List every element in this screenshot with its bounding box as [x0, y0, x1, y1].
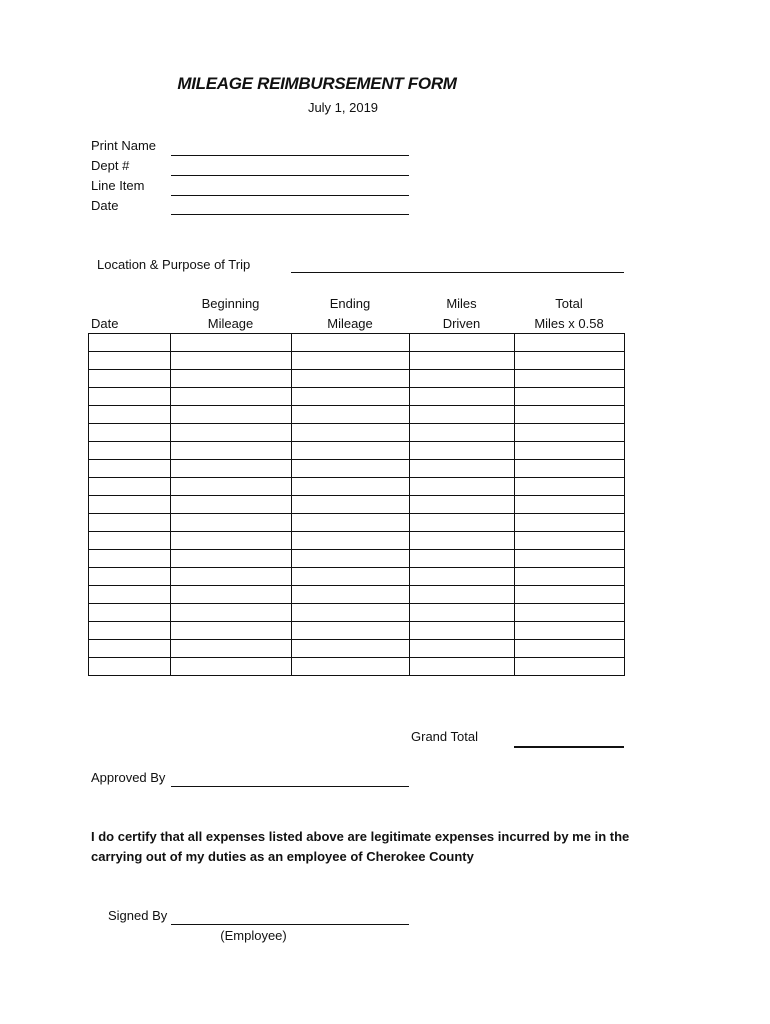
table-cell[interactable] — [515, 424, 625, 442]
form-title: MILEAGE REIMBURSEMENT FORM — [177, 74, 457, 93]
table-cell[interactable] — [515, 370, 625, 388]
table-cell[interactable] — [171, 406, 292, 424]
table-row — [89, 550, 625, 568]
table-row — [89, 388, 625, 406]
table-cell[interactable] — [515, 514, 625, 532]
table-cell[interactable] — [89, 478, 171, 496]
form-date: July 1, 2019 — [307, 100, 379, 115]
table-row — [89, 658, 625, 676]
approved-by-label: Approved By — [91, 770, 166, 785]
table-row — [89, 406, 625, 424]
table-cell[interactable] — [171, 658, 292, 676]
table-cell[interactable] — [292, 640, 410, 658]
table-cell[interactable] — [89, 622, 171, 640]
dept-label: Dept # — [91, 158, 130, 173]
col-header-miles-driven: Miles Driven — [442, 296, 481, 331]
table-cell[interactable] — [410, 622, 515, 640]
table-cell[interactable] — [410, 586, 515, 604]
print-name-label: Print Name — [91, 138, 157, 153]
table-cell[interactable] — [89, 352, 171, 370]
table-row — [89, 622, 625, 640]
table-cell[interactable] — [410, 460, 515, 478]
table-cell[interactable] — [89, 406, 171, 424]
print-name-field[interactable] — [171, 155, 409, 156]
table-cell[interactable] — [171, 424, 292, 442]
table-cell[interactable] — [515, 352, 625, 370]
grand-total-field[interactable] — [514, 746, 624, 748]
table-cell[interactable] — [89, 532, 171, 550]
table-cell[interactable] — [410, 514, 515, 532]
table-cell[interactable] — [410, 352, 515, 370]
table-cell[interactable] — [89, 514, 171, 532]
table-cell[interactable] — [515, 604, 625, 622]
table-cell[interactable] — [292, 532, 410, 550]
table-cell[interactable] — [292, 442, 410, 460]
table-cell[interactable] — [292, 406, 410, 424]
table-cell[interactable] — [410, 550, 515, 568]
table-cell[interactable] — [410, 424, 515, 442]
table-row — [89, 442, 625, 460]
table-cell[interactable] — [515, 442, 625, 460]
table-cell[interactable] — [410, 478, 515, 496]
table-cell[interactable] — [171, 388, 292, 406]
table-cell[interactable] — [89, 460, 171, 478]
table-cell[interactable] — [515, 658, 625, 676]
table-cell[interactable] — [515, 640, 625, 658]
table-cell[interactable] — [292, 334, 410, 352]
col-header-total: Total Miles x 0.58 — [534, 296, 604, 331]
table-cell[interactable] — [515, 478, 625, 496]
table-cell[interactable] — [171, 370, 292, 388]
table-row — [89, 352, 625, 370]
table-row — [89, 604, 625, 622]
table-cell[interactable] — [515, 406, 625, 424]
table-cell[interactable] — [515, 532, 625, 550]
table-row — [89, 586, 625, 604]
table-cell[interactable] — [89, 442, 171, 460]
table-cell[interactable] — [515, 334, 625, 352]
table-cell[interactable] — [410, 532, 515, 550]
table-cell[interactable] — [292, 352, 410, 370]
table-cell[interactable] — [171, 442, 292, 460]
signed-by-label: Signed By — [108, 908, 168, 923]
table-cell[interactable] — [410, 406, 515, 424]
table-cell[interactable] — [89, 496, 171, 514]
table-cell[interactable] — [89, 604, 171, 622]
line-item-field[interactable] — [171, 195, 409, 196]
table-row — [89, 478, 625, 496]
table-cell[interactable] — [89, 388, 171, 406]
location-purpose-field[interactable] — [291, 272, 624, 273]
signature-field[interactable] — [171, 924, 409, 925]
date-label: Date — [91, 198, 119, 213]
table-cell[interactable] — [171, 334, 292, 352]
table-cell[interactable] — [171, 550, 292, 568]
dept-field[interactable] — [171, 175, 409, 176]
col-header-date: Date — [91, 316, 119, 331]
table-row — [89, 334, 625, 352]
date-field[interactable] — [171, 214, 409, 215]
approved-by-field[interactable] — [171, 786, 409, 787]
table-cell[interactable] — [89, 550, 171, 568]
table-cell[interactable] — [292, 622, 410, 640]
col-header-ending-mileage: Ending Mileage — [327, 296, 373, 331]
table-cell[interactable] — [89, 568, 171, 586]
table-cell[interactable] — [515, 586, 625, 604]
table-cell[interactable] — [89, 334, 171, 352]
table-cell[interactable] — [89, 640, 171, 658]
table-cell[interactable] — [410, 334, 515, 352]
table-cell[interactable] — [292, 586, 410, 604]
table-cell[interactable] — [292, 604, 410, 622]
table-cell[interactable] — [171, 496, 292, 514]
table-cell[interactable] — [515, 550, 625, 568]
employee-caption: (Employee) — [220, 928, 287, 943]
table-row — [89, 568, 625, 586]
table-cell[interactable] — [410, 640, 515, 658]
table-cell[interactable] — [515, 388, 625, 406]
table-cell[interactable] — [292, 568, 410, 586]
table-cell[interactable] — [410, 604, 515, 622]
table-row — [89, 496, 625, 514]
table-row — [89, 640, 625, 658]
table-cell[interactable] — [515, 622, 625, 640]
table-row — [89, 424, 625, 442]
table-cell[interactable] — [410, 442, 515, 460]
table-cell[interactable] — [171, 352, 292, 370]
table-cell[interactable] — [171, 532, 292, 550]
table-cell[interactable] — [89, 370, 171, 388]
table-cell[interactable] — [410, 370, 515, 388]
table-cell[interactable] — [515, 496, 625, 514]
table-cell[interactable] — [171, 640, 292, 658]
grand-total-label: Grand Total — [411, 729, 478, 744]
table-cell[interactable] — [410, 568, 515, 586]
table-cell[interactable] — [171, 568, 292, 586]
line-item-label: Line Item — [91, 178, 145, 193]
table-cell[interactable] — [292, 424, 410, 442]
table-row — [89, 460, 625, 478]
table-cell[interactable] — [410, 388, 515, 406]
table-cell[interactable] — [292, 460, 410, 478]
table-cell[interactable] — [410, 496, 515, 514]
table-cell[interactable] — [171, 604, 292, 622]
table-cell[interactable] — [292, 550, 410, 568]
col-header-beginning-mileage: Beginning Mileage — [201, 296, 260, 331]
table-cell[interactable] — [171, 514, 292, 532]
table-cell[interactable] — [292, 478, 410, 496]
table-cell[interactable] — [292, 658, 410, 676]
table-cell[interactable] — [171, 478, 292, 496]
table-cell[interactable] — [292, 514, 410, 532]
table-cell[interactable] — [89, 658, 171, 676]
table-cell[interactable] — [515, 568, 625, 586]
table-cell[interactable] — [89, 586, 171, 604]
mileage-table — [88, 333, 625, 676]
table-cell[interactable] — [515, 460, 625, 478]
table-cell[interactable] — [292, 370, 410, 388]
table-row — [89, 370, 625, 388]
table-row — [89, 514, 625, 532]
table-cell[interactable] — [292, 496, 410, 514]
location-purpose-label: Location & Purpose of Trip — [97, 257, 251, 272]
certification-statement: I do certify that all expenses listed above are legitimate expenses incurred by me in the carrying out of my duties as an employee of Cherokee County — [91, 829, 630, 864]
table-cell[interactable] — [171, 460, 292, 478]
table-cell[interactable] — [171, 622, 292, 640]
table-cell[interactable] — [171, 586, 292, 604]
table-cell[interactable] — [89, 424, 171, 442]
table-cell[interactable] — [410, 658, 515, 676]
table-cell[interactable] — [292, 388, 410, 406]
table-row — [89, 532, 625, 550]
